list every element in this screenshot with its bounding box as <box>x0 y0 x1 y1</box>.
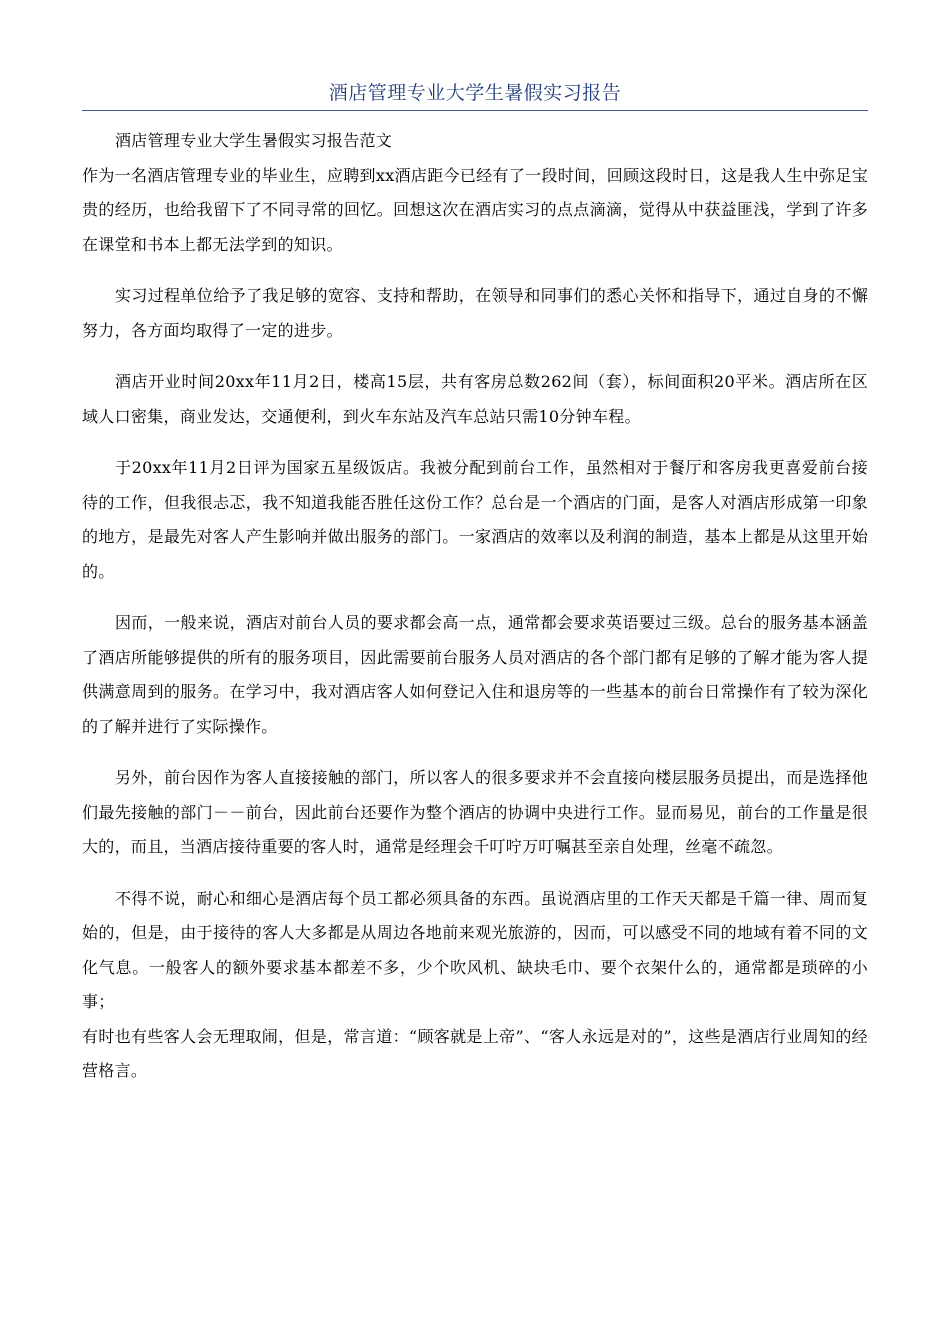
header-title: 酒店管理专业大学生暑假实习报告 <box>328 82 622 104</box>
paragraph-3: 酒店开业时间20xx年11月2日，楼高15层，共有客房总数262间（套），标间面积20平米。酒店所在区域人口密集，商业发达，交通便利，到火车东站及汽车总站只需10分钟车程。 <box>82 372 868 426</box>
paragraph-8: 有时也有些客人会无理取闹，但是，常言道：“顾客就是上帝”、“客人永远是对的”，这些是酒店行业周知的经营格言。 <box>82 1026 868 1080</box>
paragraph-1: 作为一名酒店管理专业的毕业生，应聘到xx酒店距今已经有了一段时间，回顾这段时日，这是我人生中弥足宝贵的经历，也给我留下了不同寻常的回忆。回想这次在酒店实习的点点滴滴，觉得从中获益匪浅，学到了许多在课堂和书本上都无法学到的知识。 <box>82 165 868 254</box>
paragraph-2: 实习过程单位给予了我足够的宽容、支持和帮助，在领导和同事们的悉心关怀和指导下，通过自身的不懈努力，各方面均取得了一定的进步。 <box>82 286 868 340</box>
page-header <box>82 78 868 111</box>
paragraph-5: 因而，一般来说，酒店对前台人员的要求都会高一点，通常都会要求英语要过三级。总台的服务基本涵盖了酒店所能够提供的所有的服务项目，因此需要前台服务人员对酒店的各个部门都有足够的了解才能为客人提供满意周到的服务。在学习中，我对酒店客人如何登记入住和退房等的一些基本的前台日常操作有了较为深化的了解并进行了实际操作。 <box>82 613 868 736</box>
document-body <box>82 124 868 1089</box>
paragraph-7: 不得不说，耐心和细心是酒店每个员工都必须具备的东西。虽说酒店里的工作天天都是千篇一律、周而复始的，但是，由于接待的客人大多都是从周边各地前来观光旅游的，因而，可以感受不同的地域有着不同的文化气息。一般客人的额外要求基本都差不多，少个吹风机、缺块毛巾、要个衣架什么的，通常都是琐碎的小事； <box>82 888 868 1011</box>
paragraph-6: 另外，前台因作为客人直接接触的部门，所以客人的很多要求并不会直接向楼层服务员提出，而是选择他们最先接触的部门－－前台，因此前台还要作为整个酒店的协调中央进行工作。显而易见，前台的工作量是很大的，而且，当酒店接待重要的客人时，通常是经理会千叮咛万叮嘱甚至亲自处理，丝毫不疏忽。 <box>82 768 868 856</box>
document-subtitle: 酒店管理专业大学生暑假实习报告范文 <box>115 131 393 150</box>
paragraph-4: 于20xx年11月2日评为国家五星级饭店。我被分配到前台工作，虽然相对于餐厅和客房我更喜爱前台接待的工作，但我很忐忑，我不知道我能否胜任这份工作？总台是一个酒店的门面，是客人对酒店形成第一印象的地方，是最先对客人产生影响并做出服务的部门。一家酒店的效率以及利润的制造，基本上都是从这里开始的。 <box>82 458 868 581</box>
